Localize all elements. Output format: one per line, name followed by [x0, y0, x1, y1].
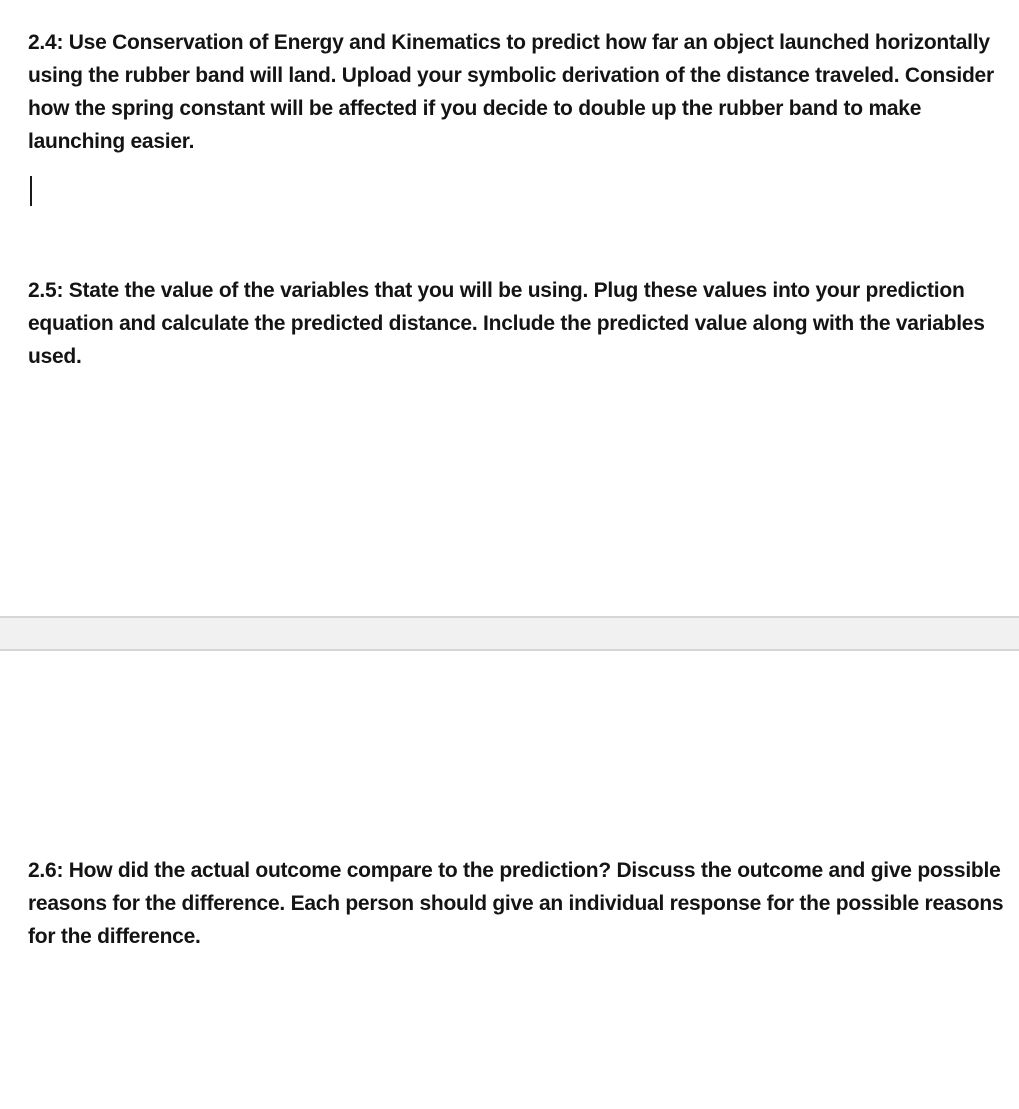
answer-area-2-6[interactable] [28, 960, 1015, 1100]
question-2-5-prompt: 2.5: State the value of the variables that you will be using. Plug these values into your prediction equation and calculate the predicted distance. Include the predicted value along with the variables used. [28, 279, 985, 368]
answer-area-2-4[interactable] [28, 160, 1015, 260]
page-break-divider [0, 616, 1019, 651]
question-2-6-prompt: 2.6: How did the actual outcome compare to the prediction? Discuss the outcome and give possible reasons for the difference. Each person should give an individual response for the possible reasons for the difference. [28, 859, 1004, 948]
answer-area-2-5[interactable] [28, 380, 1015, 605]
answer-area-2-5-continued[interactable] [28, 660, 1015, 840]
question-2-4-prompt: 2.4: Use Conservation of Energy and Kinematics to predict how far an object launched horizontally using the rubber band will land. Upload your symbolic derivation of the distance traveled. Consider how the spring constant will be affected if you decide to double up the rubber band to make launching easier. [28, 31, 994, 153]
text-cursor [30, 176, 32, 206]
